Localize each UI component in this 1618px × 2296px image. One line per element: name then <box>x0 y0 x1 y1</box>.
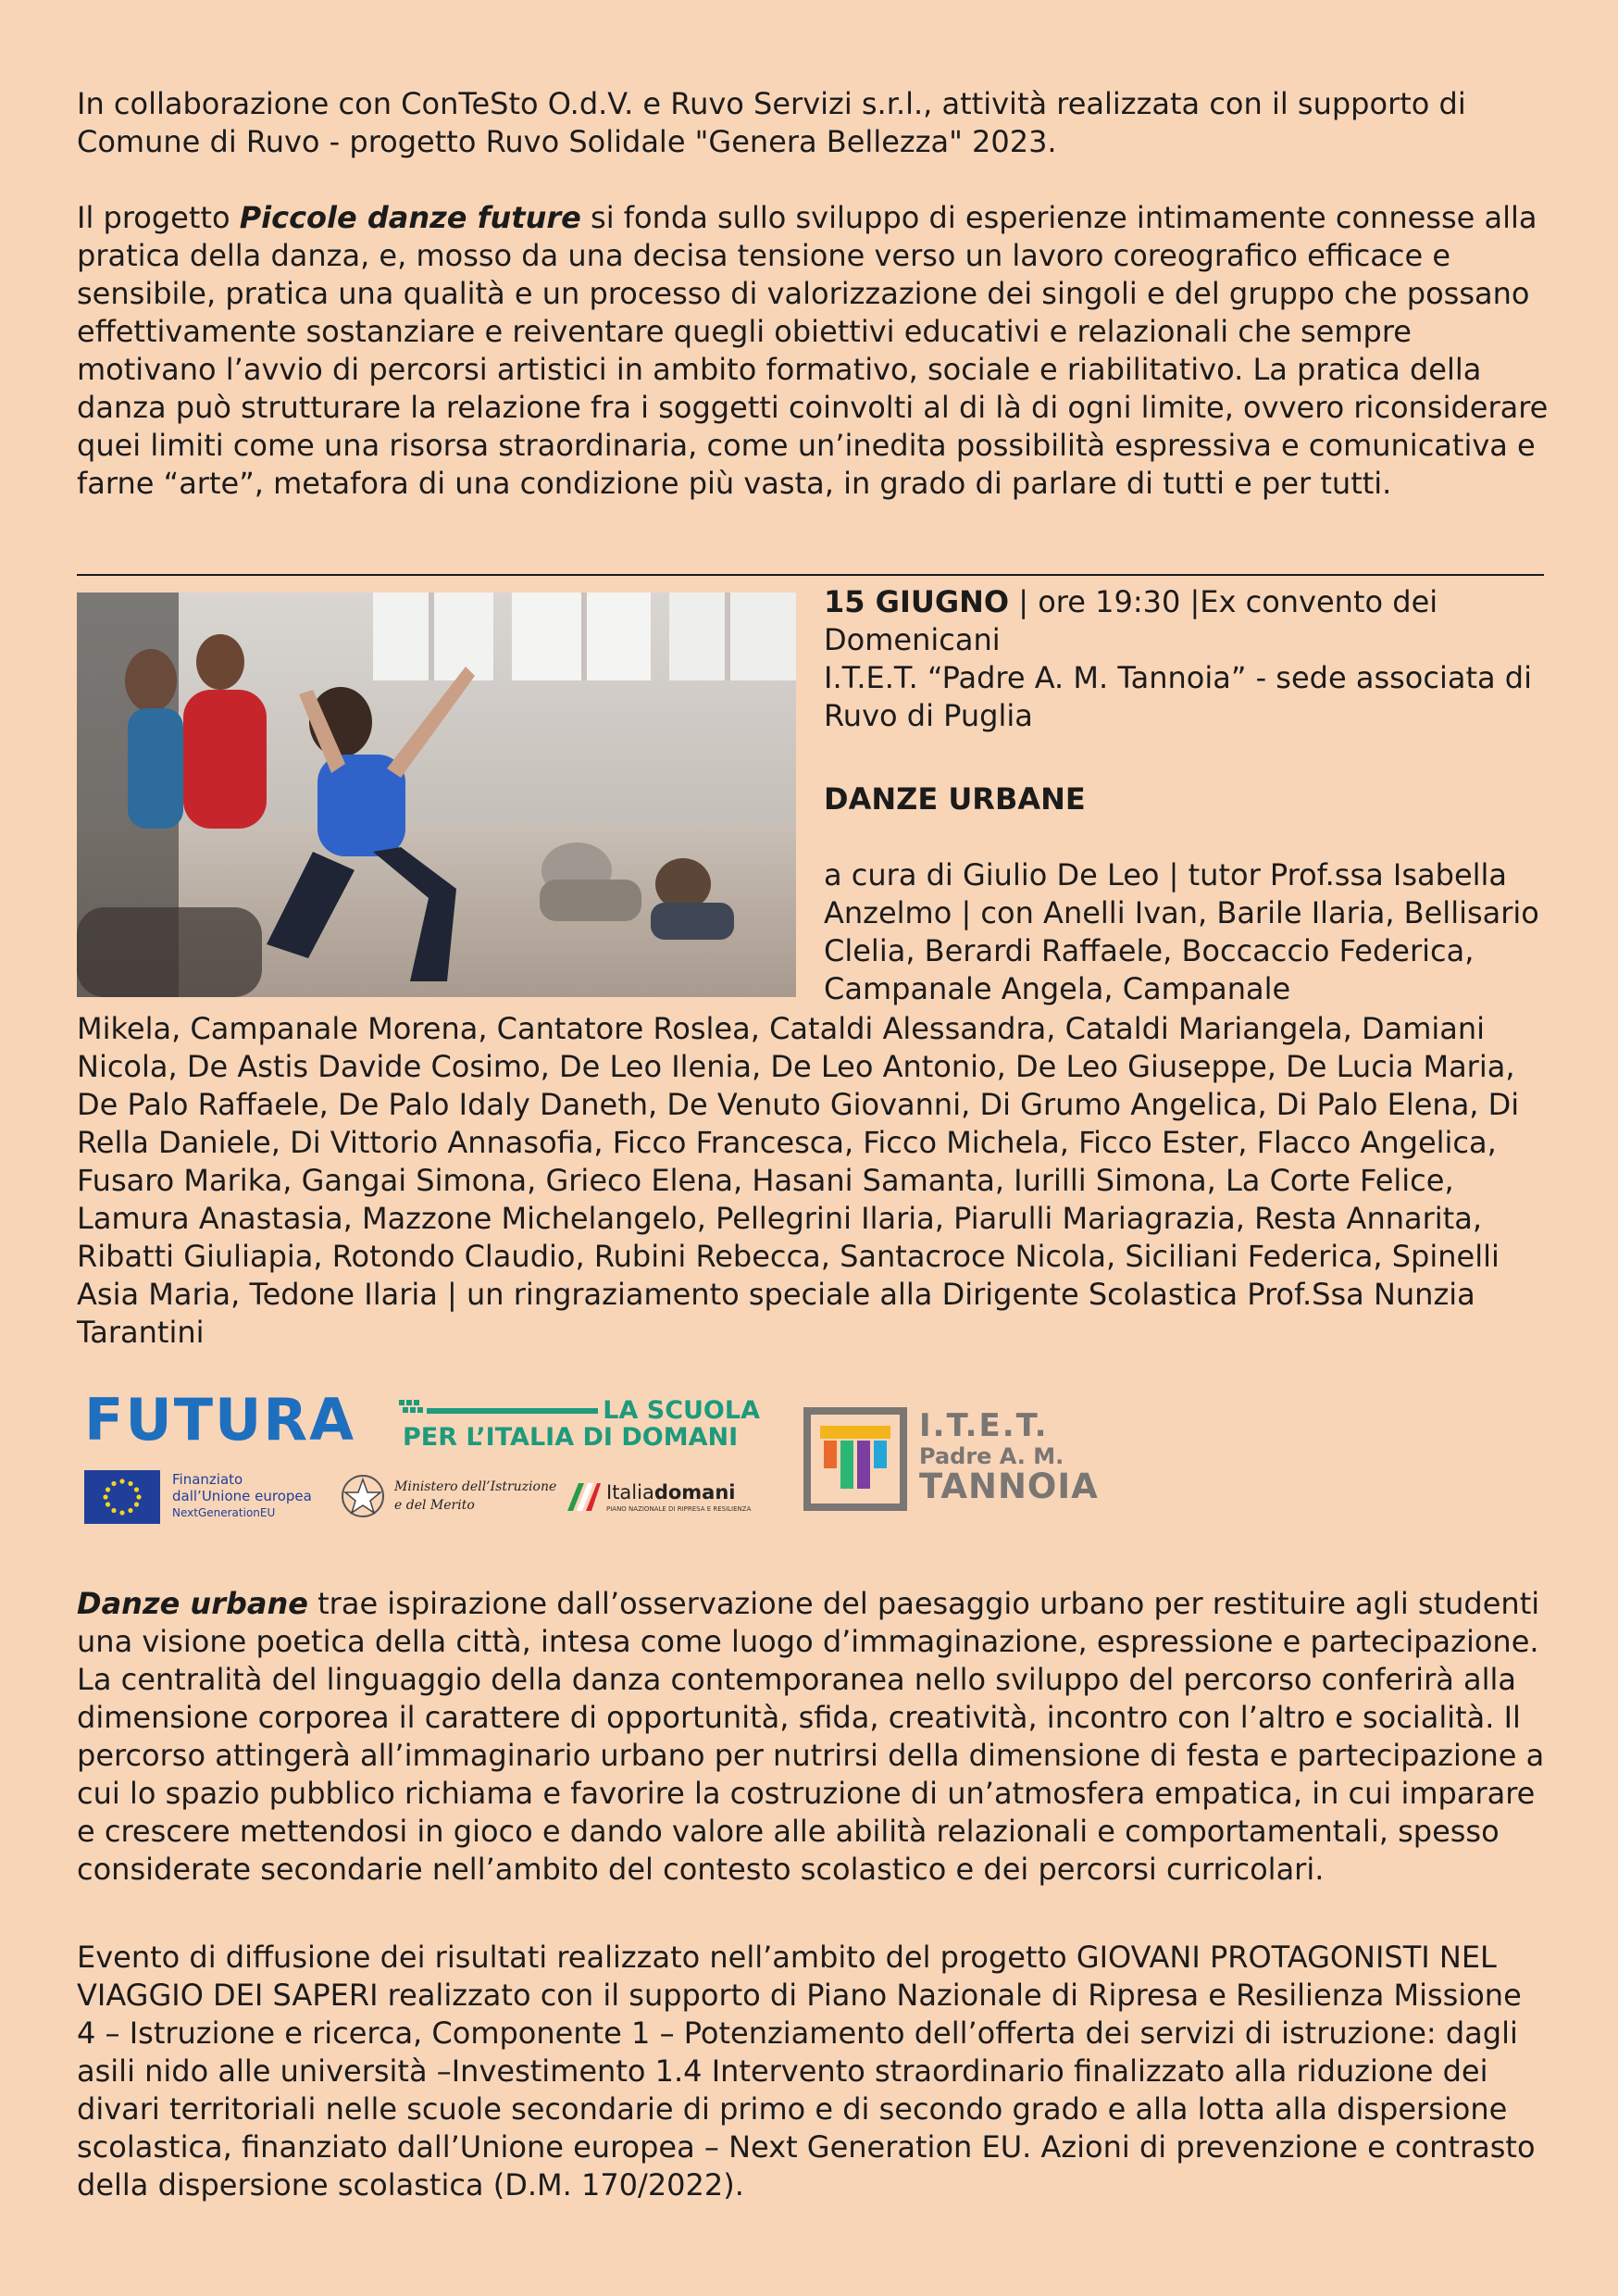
eu-funding-logo <box>84 1470 334 1526</box>
sponsor-logos <box>77 1386 1141 1537</box>
scuola-logo-line2: PER L’ITALIA DI DOMANI <box>403 1423 739 1452</box>
credits-text-top: a cura di Giulio De Leo | tutor Prof.ssa Isabella Anzelmo | con Anelli Ivan, Barile Ilaria, Bellisario Clelia, Berardi Raffaele, Boccaccio Federica, Campanale Angela, Campanale <box>824 857 1539 1006</box>
event-time-place: | ore 19:30 |Ex convento dei Domenicani <box>824 584 1438 657</box>
danze-urbane-title: Danze urbane <box>77 1586 308 1621</box>
italiadomani-subtitle: PIANO NAZIONALE DI RIPRESA E RESILIENZA <box>606 1505 752 1513</box>
eu-text-line3: NextGenerationEU <box>172 1506 276 1519</box>
credits-text-continued: Mikela, Campanale Morena, Cantatore Roslea, Cataldi Alessandra, Cataldi Mariangela, Damiani Nicola, De Astis Davide Cosimo, De Leo Ilenia, De Leo Antonio, De Leo Giuseppe, De Lucia Maria, De Palo Raffaele, De Palo Idaly Daneth, De Venuto Giovanni, Di Grumo Angelica, Di Palo Elena, Di Rella Daniele, Di Vittorio Annasofia, Ficco Francesca, Ficco Michela, Ficco Ester, Flacco Angelica, Fusaro Marika, Gangai Simona, Grieco Elena, Hasani Samanta, Iurilli Simona, La Corte Felice, Lamura Anastasia, Mazzone Michelangelo, Pellegrini Ilaria, Piarulli Mariagrazia, Resta Annarita, Ribatti Giuliapia, Rotondo Claudio, Rubini Rebecca, Santacroce Nicola, Siciliani Federica, Spinelli Asia Maria, Tedone Ilaria | un ringraziamento speciale alla Dirigente Scolastica Prof.Ssa Nunzia Tarantini <box>77 1011 1520 1350</box>
ministero-text-line1: Ministero dell’Istruzione <box>394 1479 557 1494</box>
scuola-logo-line1: LA SCUOLA <box>603 1396 760 1425</box>
event-info <box>824 583 1555 735</box>
green-stripe <box>427 1408 598 1414</box>
eu-flag-icon <box>84 1470 160 1524</box>
evento-paragraph: Evento di diffusione dei risultati realizzato nell’ambito del progetto GIOVANI PROTAGONISTI NEL VIAGGIO DEI SAPERI realizzato con il supporto di Piano Nazionale di Ripresa e Resilienza Missione 4 – Istruzione e ricerca, Componente 1 – Potenziamento dell’offerta dei servizi di istruzione: dagli asili nido alle università –Investimento 1.4 Intervento straordinario finalizzato alla riduzione dei divari territoriali nelle scuole secondarie di primo e di secondo grado e alla lotta alla dispersione scolastica, finanziato dall’Unione europea – Next Generation EU. Azioni di prevenzione e contrasto della dispersione scolastica (D.M. 170/2022). <box>77 1940 1536 2202</box>
ministero-text-line2: e del Merito <box>394 1498 475 1513</box>
itet-line1: I.T.E.T. <box>919 1407 1049 1444</box>
divider-line <box>77 574 1544 576</box>
italian-emblem-icon <box>339 1470 387 1522</box>
event-school: I.T.E.T. “Padre A. M. Tannoia” - sede associata di Ruvo di Puglia <box>824 660 1532 733</box>
event-date: 15 GIUGNO <box>824 584 1010 619</box>
intro-paragraph <box>77 199 1549 503</box>
dance-photo <box>77 593 796 997</box>
eu-text-line1: Finanziato <box>172 1471 243 1488</box>
italiadomani-a: Italia <box>606 1481 654 1504</box>
italy-flag-icon <box>567 1483 601 1511</box>
itet-line3: TANNOIA <box>919 1466 1099 1506</box>
collaboration-paragraph: In collaborazione con ConTeSto O.d.V. e Ruvo Servizi s.r.l., attività realizzata con il supporto di Comune di Ruvo - progetto Ruvo Solidale "Genera Bellezza" 2023. <box>77 86 1466 159</box>
itet-tannoia-logo <box>803 1407 1109 1518</box>
pixel-pattern-icon <box>399 1400 427 1424</box>
italiadomani-wordmark <box>606 1481 736 1504</box>
itet-line2: Padre A. M. <box>919 1443 1064 1469</box>
futura-logo: FUTURA <box>84 1386 356 1454</box>
itet-emblem-icon <box>803 1407 907 1511</box>
intro-body: si fonda sullo sviluppo di esperienze intimamente connesse alla pratica della danza, e, mosso da una decisa tensione verso un lavoro coreografico efficace e sensibile, pratica una qualità e un processo di valorizzazione dei singoli e del gruppo che possano effettivamente sostanziare e reiventare quegli obiettivi educativi e relazionali che sempre motivano l’avvio di percorsi artistici in ambito formativo, sociale e riabilitativo. La pratica della danza può strutturare la relazione fra i soggetti coinvolti al di là di ogni limite, ovvero riconsiderare quei limiti come una risorsa straordinaria, come un’inedita possibilità espressiva e comunicativa e farne “arte”, metafora di una condizione più vasta, in grado di parlare di tutti e per tutti. <box>77 200 1549 501</box>
scuola-logo <box>399 1398 760 1454</box>
ministero-logo <box>339 1468 556 1526</box>
italiadomani-b: domani <box>653 1481 736 1504</box>
intro-lead: Il progetto <box>77 200 240 235</box>
italiadomani-logo <box>567 1479 766 1521</box>
project-name: Piccole danze future <box>239 200 581 235</box>
eu-text-line2: dall’Unione europea <box>172 1488 312 1504</box>
danze-urbane-body: trae ispirazione dall’osservazione del paesaggio urbano per restituire agli studenti una visione poetica della città, intesa come luogo d’immaginazione, espressione e partecipazione. La centralità del linguaggio della danza contemporanea nello sviluppo del percorso conferirà alla dimensione corporea il carattere di opportunità, sfida, creatività, incontro con l’altro e socialità. Il percorso attingerà all’immaginario urbano per nutrirsi della dimensione di festa e partecipazione a cui lo spazio pubblico richiama e favorire la costruzione di un’atmosfera empatica, in cui imparare e crescere mettendosi in gioco e dando valore alle abilità relazionali e comportamentali, spesso considerate secondarie nell’ambito del contesto scolastico e dei percorsi curricolari. <box>77 1586 1545 1887</box>
danze-urbane-paragraph <box>77 1585 1549 1889</box>
event-title: DANZE URBANE <box>824 781 1086 817</box>
